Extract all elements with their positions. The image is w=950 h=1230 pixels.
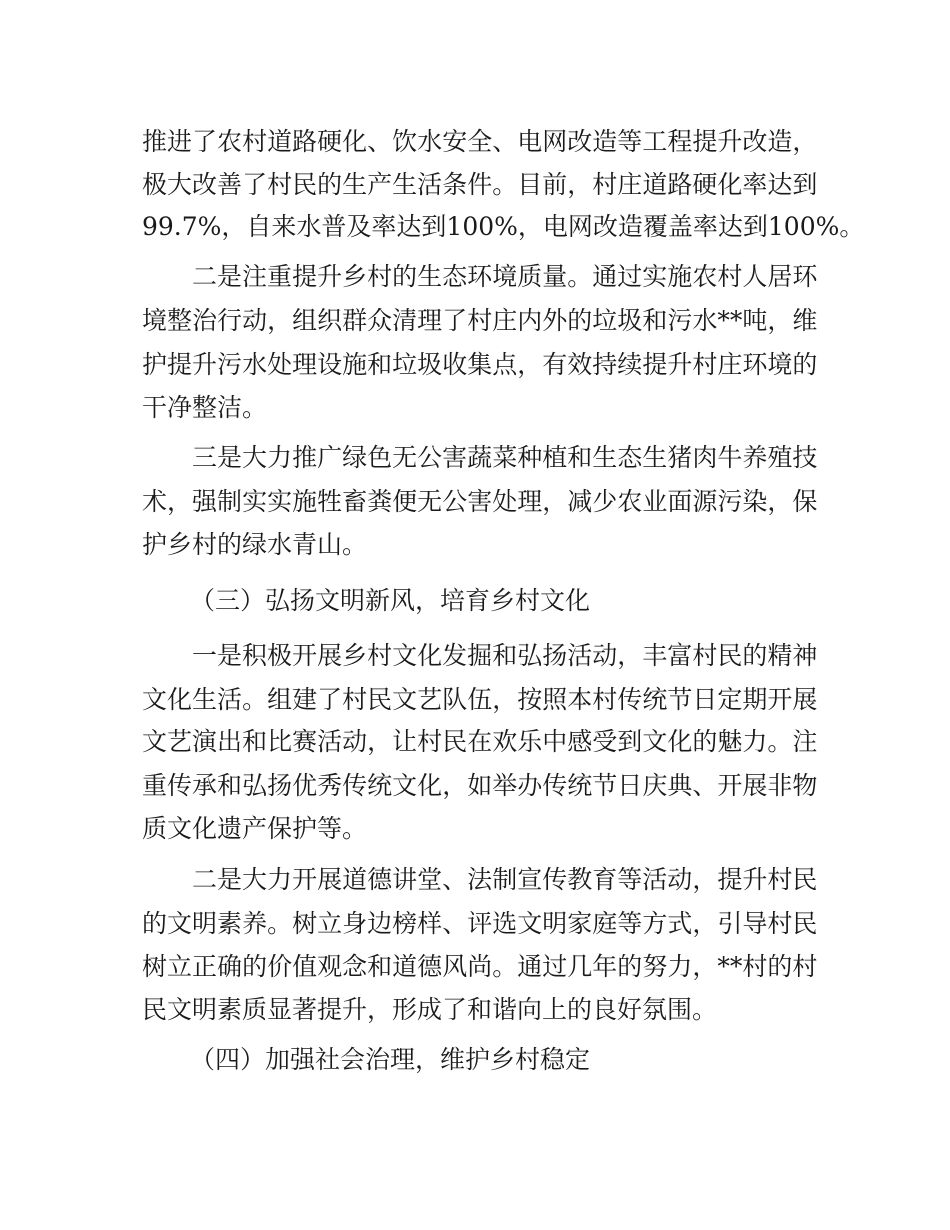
paragraph-first-line: 一 是 积 极 开 展 乡 村 文 化 发 掘 和 弘 扬 活 动 ， 丰 富 村 民 的 精 神 [192,641,818,670]
text-line: 文 化 生 活 。 组 建 了 村 民 文 艺 队 伍 ， 按 照 本 村 传 统 节 日 定 期 开 展 [142,685,818,714]
text-line: 干净整洁。 [142,393,268,422]
paragraph-first-line: 二 是 大 力 开 展 道 德 讲 堂 、 法 制 宣 传 教 育 等 活 动 ， 提 升 村 民 [192,865,818,894]
text-line: 术 ， 强 制 实 实 施 牲 畜 粪 便 无 公 害 处 理 ， 减 少 农 业 面 源 污 染 ， 保 [142,487,818,516]
text-line: 质文化遗产保护等。 [142,814,368,843]
text-line: 99.7%，自来水普及率达到100%，电网改造覆盖率达到100%。 [142,212,865,241]
text-line: 推 进 了 农 村 道 路 硬 化 、 饮 水 安 全 、 电 网 改 造 等 工 程 提 升 改 造 ， [142,127,818,156]
text-line: 护乡村的绿水青山。 [142,530,368,559]
text-line: 境 整 治 行 动 ， 组 织 群 众 清 理 了 村 庄 内 外 的 垃 圾 和 污 水 * * 吨 ， 维 [142,306,818,335]
text-line: 的 文 明 素 养 。 树 立 身 边 榜 样 、 评 选 文 明 家 庭 等 方 式 ， 引 导 村 民 [142,909,818,938]
text-line: 护 提 升 污 水 处 理 设 施 和 垃 圾 收 集 点 ， 有 效 持 续 提 升 村 庄 环 境 的 [142,350,818,379]
text-line: 树 立 正 确 的 价 值 观 念 和 道 德 风 尚 。 通 过 几 年 的 努 力 ， * * 村 的 村 [142,952,818,981]
paragraph-first-line: 二 是 注 重 提 升 乡 村 的 生 态 环 境 质 量 。 通 过 实 施 农 村 人 居 环 [192,262,818,291]
text-line: 民文明素质显著提升，形成了和谐向上的良好氛围。 [142,995,718,1024]
text-line: 重 传 承 和 弘 扬 优 秀 传 统 文 化 ， 如 举 办 传 统 节 日 庆 典 、 开 展 非 物 [142,771,818,800]
text-line: 极 大 改 善 了 村 民 的 生 产 生 活 条 件 。 目 前 ， 村 庄 道 路 硬 化 率 达 到 [142,170,818,199]
paragraph-first-line: 三 是 大 力 推 广 绿 色 无 公 害 蔬 菜 种 植 和 生 态 生 猪 肉 牛 养 殖 技 [192,443,818,472]
text-line: 文 艺 演 出 和 比 赛 活 动 ， 让 村 民 在 欢 乐 中 感 受 到 文 化 的 魅 力 。 注 [142,727,818,756]
section-heading: （四）加强社会治理，维护乡村稳定 [190,1045,591,1074]
section-heading: （三）弘扬文明新风，培育乡村文化 [190,586,591,615]
